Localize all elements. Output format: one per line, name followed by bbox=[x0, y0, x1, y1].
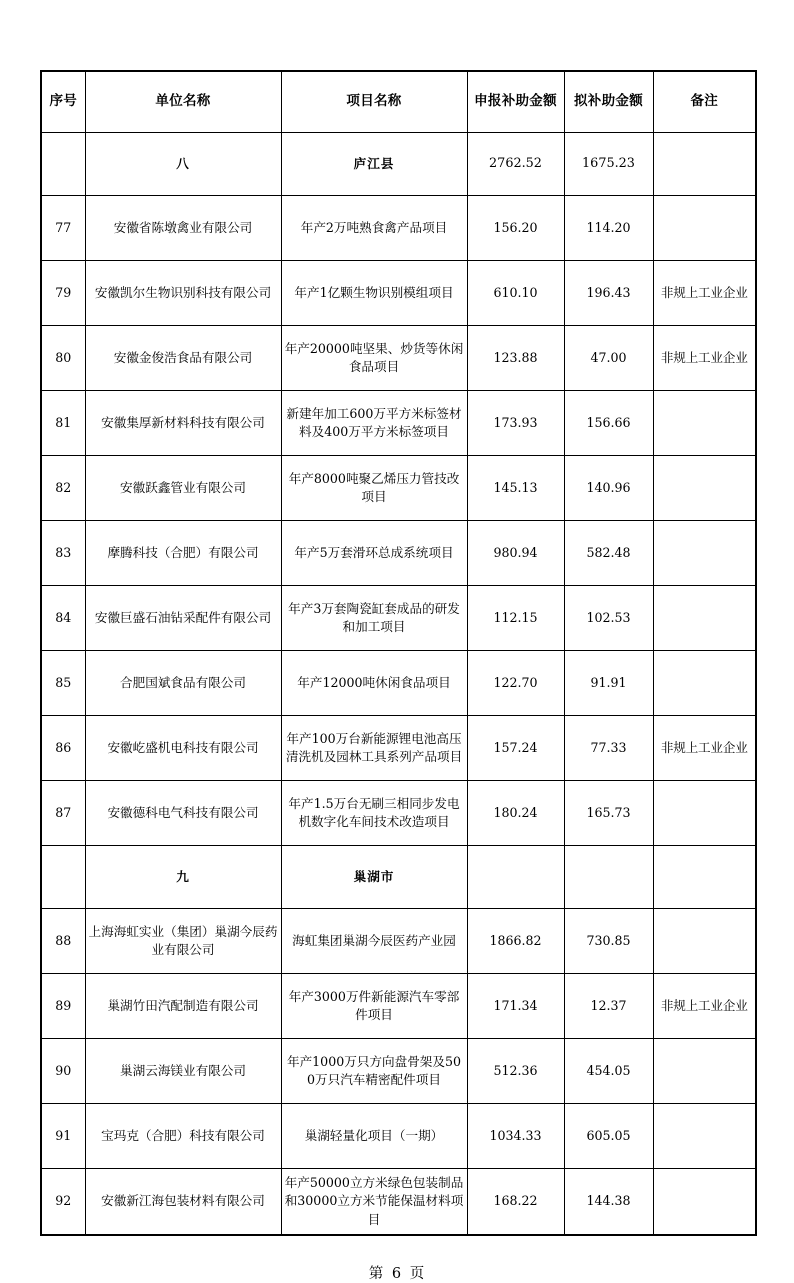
cell-seq: 90 bbox=[41, 1039, 85, 1104]
cell-seq: 89 bbox=[41, 974, 85, 1039]
cell-project-name: 年产1000万只方向盘骨架及500万只汽车精密配件项目 bbox=[281, 1039, 467, 1104]
column-header-remark: 备注 bbox=[653, 71, 756, 133]
cell-remark bbox=[653, 1104, 756, 1169]
cell-seq: 77 bbox=[41, 196, 85, 261]
cell-project-name: 年产1亿颗生物识别模组项目 bbox=[281, 261, 467, 326]
cell-remark bbox=[653, 133, 756, 196]
cell-planned-amount: 1675.23 bbox=[564, 133, 653, 196]
table-row bbox=[41, 716, 756, 781]
cell-seq: 80 bbox=[41, 326, 85, 391]
cell-seq: 85 bbox=[41, 651, 85, 716]
cell-planned-amount: 165.73 bbox=[564, 781, 653, 846]
cell-project-name: 年产20000吨坚果、炒货等休闲食品项目 bbox=[281, 326, 467, 391]
cell-project-name: 新建年加工600万平方米标签材料及400万平方米标签项目 bbox=[281, 391, 467, 456]
table-body bbox=[41, 133, 756, 1235]
cell-applied-amount: 156.20 bbox=[467, 196, 564, 261]
cell-remark bbox=[653, 1039, 756, 1104]
cell-seq bbox=[41, 846, 85, 909]
table-row bbox=[41, 196, 756, 261]
table-row bbox=[41, 456, 756, 521]
cell-planned-amount: 77.33 bbox=[564, 716, 653, 781]
cell-project-name: 年产8000吨聚乙烯压力管技改项目 bbox=[281, 456, 467, 521]
cell-seq: 91 bbox=[41, 1104, 85, 1169]
cell-unit-name: 安徽新江海包装材料有限公司 bbox=[85, 1169, 281, 1235]
table-row bbox=[41, 1169, 756, 1235]
cell-project-name: 年产12000吨休闲食品项目 bbox=[281, 651, 467, 716]
cell-planned-amount: 91.91 bbox=[564, 651, 653, 716]
cell-applied-amount: 512.36 bbox=[467, 1039, 564, 1104]
cell-remark bbox=[653, 456, 756, 521]
cell-unit-name: 合肥国斌食品有限公司 bbox=[85, 651, 281, 716]
cell-remark bbox=[653, 391, 756, 456]
cell-project-name: 年产3万套陶瓷缸套成品的研发和加工项目 bbox=[281, 586, 467, 651]
table-row bbox=[41, 974, 756, 1039]
cell-remark bbox=[653, 586, 756, 651]
cell-project-name: 年产5万套滑环总成系统项目 bbox=[281, 521, 467, 586]
cell-unit-name: 九 bbox=[85, 846, 281, 909]
cell-planned-amount: 582.48 bbox=[564, 521, 653, 586]
table-row bbox=[41, 1039, 756, 1104]
cell-project-name: 庐江县 bbox=[281, 133, 467, 196]
cell-planned-amount bbox=[564, 846, 653, 909]
cell-unit-name: 上海海虹实业（集团）巢湖今辰药业有限公司 bbox=[85, 909, 281, 974]
cell-planned-amount: 12.37 bbox=[564, 974, 653, 1039]
cell-unit-name: 宝玛克（合肥）科技有限公司 bbox=[85, 1104, 281, 1169]
cell-planned-amount: 102.53 bbox=[564, 586, 653, 651]
table-row bbox=[41, 586, 756, 651]
cell-applied-amount: 1866.82 bbox=[467, 909, 564, 974]
cell-seq: 84 bbox=[41, 586, 85, 651]
cell-remark bbox=[653, 846, 756, 909]
table-row bbox=[41, 781, 756, 846]
column-header-unit-name: 单位名称 bbox=[85, 71, 281, 133]
cell-seq: 82 bbox=[41, 456, 85, 521]
cell-unit-name: 安徽省陈墩禽业有限公司 bbox=[85, 196, 281, 261]
cell-project-name: 巢湖市 bbox=[281, 846, 467, 909]
cell-planned-amount: 196.43 bbox=[564, 261, 653, 326]
cell-planned-amount: 156.66 bbox=[564, 391, 653, 456]
cell-project-name: 海虹集团巢湖今辰医药产业园 bbox=[281, 909, 467, 974]
cell-planned-amount: 140.96 bbox=[564, 456, 653, 521]
cell-seq: 88 bbox=[41, 909, 85, 974]
cell-project-name: 年产1.5万台无刷三相同步发电机数字化车间技术改造项目 bbox=[281, 781, 467, 846]
table-row bbox=[41, 521, 756, 586]
cell-applied-amount: 123.88 bbox=[467, 326, 564, 391]
cell-applied-amount: 122.70 bbox=[467, 651, 564, 716]
cell-applied-amount: 168.22 bbox=[467, 1169, 564, 1235]
table-section-row bbox=[41, 846, 756, 909]
cell-planned-amount: 605.05 bbox=[564, 1104, 653, 1169]
page-number-footer: 第 6 页 bbox=[368, 1265, 427, 1282]
cell-seq: 86 bbox=[41, 716, 85, 781]
cell-remark: 非规上工业企业 bbox=[653, 326, 756, 391]
column-header-project-name: 项目名称 bbox=[281, 71, 467, 133]
cell-applied-amount: 180.24 bbox=[467, 781, 564, 846]
cell-planned-amount: 114.20 bbox=[564, 196, 653, 261]
cell-applied-amount: 610.10 bbox=[467, 261, 564, 326]
cell-project-name: 年产100万台新能源锂电池高压清洗机及园林工具系列产品项目 bbox=[281, 716, 467, 781]
cell-project-name: 年产3000万件新能源汽车零部件项目 bbox=[281, 974, 467, 1039]
cell-remark bbox=[653, 909, 756, 974]
cell-remark: 非规上工业企业 bbox=[653, 261, 756, 326]
table-row bbox=[41, 909, 756, 974]
cell-planned-amount: 730.85 bbox=[564, 909, 653, 974]
cell-seq: 81 bbox=[41, 391, 85, 456]
cell-project-name: 巢湖轻量化项目（一期） bbox=[281, 1104, 467, 1169]
cell-applied-amount bbox=[467, 846, 564, 909]
cell-seq: 92 bbox=[41, 1169, 85, 1235]
table-header-row bbox=[41, 71, 756, 133]
column-header-seq: 序号 bbox=[41, 71, 85, 133]
cell-remark bbox=[653, 781, 756, 846]
subsidy-allocation-table bbox=[40, 70, 757, 1236]
cell-unit-name: 八 bbox=[85, 133, 281, 196]
cell-unit-name: 巢湖云海镁业有限公司 bbox=[85, 1039, 281, 1104]
cell-unit-name: 摩腾科技（合肥）有限公司 bbox=[85, 521, 281, 586]
cell-unit-name: 安徽屹盛机电科技有限公司 bbox=[85, 716, 281, 781]
cell-project-name: 年产2万吨熟食禽产品项目 bbox=[281, 196, 467, 261]
cell-remark bbox=[653, 521, 756, 586]
cell-remark bbox=[653, 196, 756, 261]
table-row bbox=[41, 261, 756, 326]
cell-remark bbox=[653, 1169, 756, 1235]
cell-applied-amount: 145.13 bbox=[467, 456, 564, 521]
cell-applied-amount: 980.94 bbox=[467, 521, 564, 586]
cell-seq: 83 bbox=[41, 521, 85, 586]
cell-applied-amount: 2762.52 bbox=[467, 133, 564, 196]
table-row bbox=[41, 1104, 756, 1169]
cell-applied-amount: 112.15 bbox=[467, 586, 564, 651]
cell-unit-name: 安徽德科电气科技有限公司 bbox=[85, 781, 281, 846]
cell-remark bbox=[653, 651, 756, 716]
table-row bbox=[41, 391, 756, 456]
cell-applied-amount: 173.93 bbox=[467, 391, 564, 456]
cell-planned-amount: 454.05 bbox=[564, 1039, 653, 1104]
cell-unit-name: 安徽巨盛石油钻采配件有限公司 bbox=[85, 586, 281, 651]
cell-unit-name: 安徽集厚新材料科技有限公司 bbox=[85, 391, 281, 456]
table-header bbox=[41, 71, 756, 133]
cell-applied-amount: 1034.33 bbox=[467, 1104, 564, 1169]
cell-project-name: 年产50000立方米绿色包装制品和30000立方米节能保温材料项目 bbox=[281, 1169, 467, 1235]
cell-unit-name: 巢湖竹田汽配制造有限公司 bbox=[85, 974, 281, 1039]
cell-planned-amount: 47.00 bbox=[564, 326, 653, 391]
table-row bbox=[41, 326, 756, 391]
cell-seq bbox=[41, 133, 85, 196]
cell-unit-name: 安徽凯尔生物识别科技有限公司 bbox=[85, 261, 281, 326]
cell-seq: 79 bbox=[41, 261, 85, 326]
cell-seq: 87 bbox=[41, 781, 85, 846]
table-section-row bbox=[41, 133, 756, 196]
cell-planned-amount: 144.38 bbox=[564, 1169, 653, 1235]
cell-remark: 非规上工业企业 bbox=[653, 716, 756, 781]
column-header-planned-amount: 拟补助金额 bbox=[564, 71, 653, 133]
cell-applied-amount: 171.34 bbox=[467, 974, 564, 1039]
cell-unit-name: 安徽金俊浩食品有限公司 bbox=[85, 326, 281, 391]
column-header-applied-amount: 申报补助金额 bbox=[467, 71, 564, 133]
table-row bbox=[41, 651, 756, 716]
cell-remark: 非规上工业企业 bbox=[653, 974, 756, 1039]
cell-unit-name: 安徽跃鑫管业有限公司 bbox=[85, 456, 281, 521]
cell-applied-amount: 157.24 bbox=[467, 716, 564, 781]
